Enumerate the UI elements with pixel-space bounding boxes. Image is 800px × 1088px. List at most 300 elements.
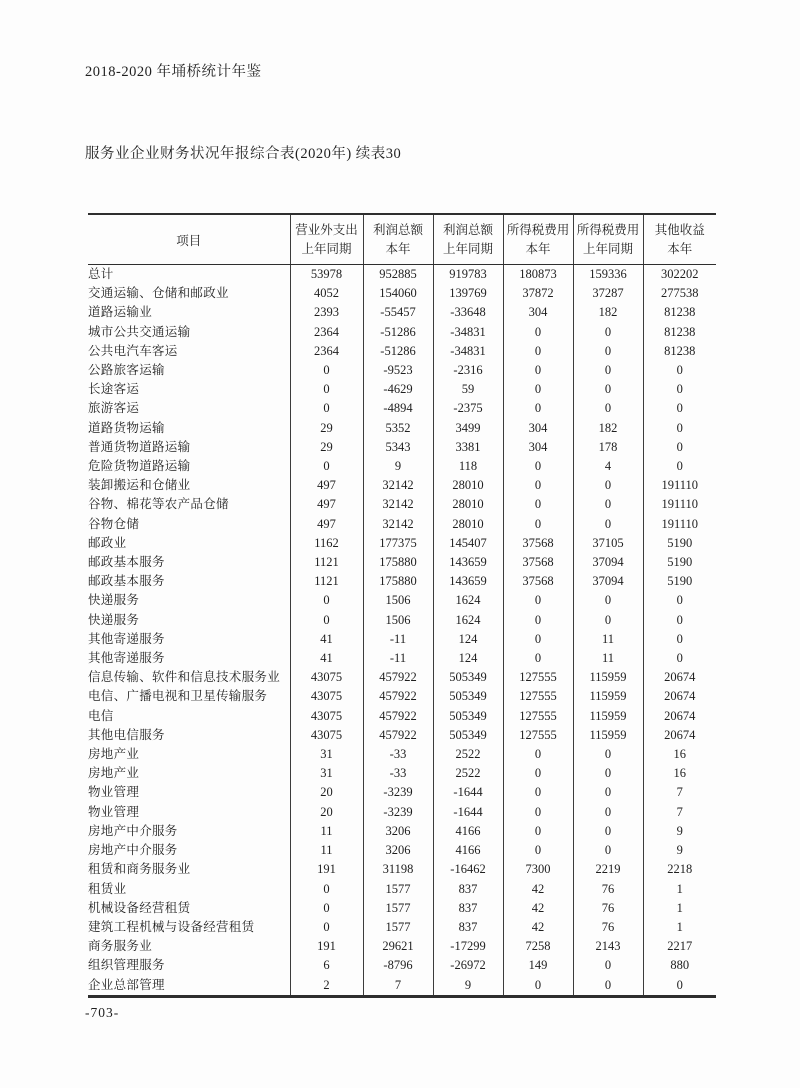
table-row xyxy=(88,880,716,899)
value-cell: 457922 xyxy=(363,707,433,726)
row-label-cell: 其他寄递服务 xyxy=(88,651,165,666)
value-cell: 837 xyxy=(433,918,503,937)
row-label-cell: 装卸搬运和仓储业 xyxy=(88,478,191,493)
value-cell: 115959 xyxy=(573,726,643,745)
value-cell: 0 xyxy=(643,976,716,997)
value-cell: 28010 xyxy=(433,476,503,495)
row-label-cell: 其他电信服务 xyxy=(88,727,165,742)
value-cell: 53978 xyxy=(290,265,363,285)
value-cell: 0 xyxy=(573,841,643,860)
value-cell: 304 xyxy=(503,303,573,322)
value-cell: 191110 xyxy=(643,495,716,514)
header-period-label: 上年同期 xyxy=(582,241,633,256)
value-cell: 0 xyxy=(503,822,573,841)
value-cell: 11 xyxy=(573,649,643,668)
table-row xyxy=(88,707,716,726)
value-cell: 32142 xyxy=(363,495,433,514)
header-metric-label: 所得税费用 xyxy=(506,222,570,237)
value-cell: -3239 xyxy=(363,783,433,802)
value-cell: 2218 xyxy=(643,860,716,879)
value-cell: 37872 xyxy=(503,284,573,303)
row-label-cell: 组织管理服务 xyxy=(88,958,165,973)
value-cell: -1644 xyxy=(433,783,503,802)
row-label-cell: 物业管理 xyxy=(88,804,140,819)
value-cell: 180873 xyxy=(503,265,573,285)
table-row xyxy=(88,687,716,706)
value-cell: 76 xyxy=(573,880,643,899)
row-label-cell: 企业总部管理 xyxy=(88,977,165,992)
value-cell: 457922 xyxy=(363,687,433,706)
value-cell: 2393 xyxy=(290,303,363,322)
value-cell: 28010 xyxy=(433,495,503,514)
row-label-cell: 邮政业 xyxy=(88,535,127,550)
value-cell: 0 xyxy=(643,611,716,630)
row-label-cell: 道路货物运输 xyxy=(88,420,165,435)
value-cell: 182 xyxy=(573,303,643,322)
table-row xyxy=(88,553,716,572)
value-cell: 0 xyxy=(503,495,573,514)
table-row xyxy=(88,668,716,687)
header-metric-label: 利润总额 xyxy=(442,222,493,237)
row-label-cell: 城市公共交通运输 xyxy=(88,324,191,339)
value-cell: 145407 xyxy=(433,534,503,553)
table-body xyxy=(88,265,716,997)
value-cell: 1577 xyxy=(363,918,433,937)
value-cell: -11 xyxy=(363,649,433,668)
value-cell: -4894 xyxy=(363,399,433,418)
value-cell: 29 xyxy=(290,438,363,457)
row-label-cell: 商务服务业 xyxy=(88,939,153,954)
row-label-cell: 谷物仓储 xyxy=(88,516,140,531)
value-cell: 0 xyxy=(290,591,363,610)
row-label-cell: 电信 xyxy=(88,708,114,723)
row-label-cell: 电信、广播电视和卫星传输服务 xyxy=(88,689,268,704)
value-cell: 1577 xyxy=(363,899,433,918)
table-row xyxy=(88,323,716,342)
value-cell: 0 xyxy=(503,476,573,495)
table-header-cell xyxy=(573,214,643,265)
value-cell: 837 xyxy=(433,899,503,918)
value-cell: 0 xyxy=(643,438,716,457)
value-cell: 42 xyxy=(503,899,573,918)
value-cell: 0 xyxy=(503,803,573,822)
value-cell: 11 xyxy=(290,822,363,841)
value-cell: 16 xyxy=(643,745,716,764)
value-cell: 0 xyxy=(573,476,643,495)
value-cell: 497 xyxy=(290,515,363,534)
value-cell: 0 xyxy=(643,457,716,476)
value-cell: -9523 xyxy=(363,361,433,380)
value-cell: 81238 xyxy=(643,303,716,322)
table-row xyxy=(88,265,716,285)
value-cell: -11 xyxy=(363,630,433,649)
value-cell: 0 xyxy=(290,457,363,476)
value-cell: 0 xyxy=(643,591,716,610)
table-title: 服务业企业财务状况年报综合表(2020年) 续表30 xyxy=(85,146,402,162)
value-cell: 0 xyxy=(503,611,573,630)
row-label-cell: 危险货物道路运输 xyxy=(88,459,191,474)
row-label-cell: 邮政基本服务 xyxy=(88,574,165,589)
table-row xyxy=(88,476,716,495)
value-cell: 0 xyxy=(503,591,573,610)
value-cell: 11 xyxy=(290,841,363,860)
value-cell: 20 xyxy=(290,783,363,802)
value-cell: -2316 xyxy=(433,361,503,380)
value-cell: 31 xyxy=(290,745,363,764)
value-cell: 191 xyxy=(290,937,363,956)
value-cell: 2364 xyxy=(290,323,363,342)
value-cell: 20674 xyxy=(643,726,716,745)
value-cell: 43075 xyxy=(290,668,363,687)
value-cell: -34831 xyxy=(433,323,503,342)
table-row xyxy=(88,937,716,956)
value-cell: 43075 xyxy=(290,707,363,726)
financial-table xyxy=(88,213,716,998)
header-period-label: 上年同期 xyxy=(442,241,493,256)
value-cell: 0 xyxy=(503,976,573,997)
value-cell: 2522 xyxy=(433,745,503,764)
value-cell: 76 xyxy=(573,918,643,937)
value-cell: -55457 xyxy=(363,303,433,322)
header-metric-label: 所得税费用 xyxy=(576,222,640,237)
value-cell: 304 xyxy=(503,438,573,457)
value-cell: 31 xyxy=(290,764,363,783)
value-cell: 0 xyxy=(290,899,363,918)
table-row xyxy=(88,361,716,380)
table-row xyxy=(88,399,716,418)
value-cell: 37094 xyxy=(573,553,643,572)
value-cell: 0 xyxy=(503,380,573,399)
table-row xyxy=(88,284,716,303)
row-label-cell: 房地产中介服务 xyxy=(88,843,178,858)
value-cell: 127555 xyxy=(503,668,573,687)
value-cell: 37568 xyxy=(503,572,573,591)
value-cell: 919783 xyxy=(433,265,503,285)
value-cell: 0 xyxy=(573,380,643,399)
value-cell: 837 xyxy=(433,880,503,899)
value-cell: 0 xyxy=(503,783,573,802)
value-cell: 1624 xyxy=(433,611,503,630)
value-cell: 277538 xyxy=(643,284,716,303)
value-cell: 0 xyxy=(573,361,643,380)
value-cell: 2217 xyxy=(643,937,716,956)
value-cell: 2364 xyxy=(290,342,363,361)
value-cell: 7 xyxy=(643,783,716,802)
value-cell: 5190 xyxy=(643,572,716,591)
value-cell: 0 xyxy=(573,611,643,630)
value-cell: 0 xyxy=(573,956,643,975)
table-header-row xyxy=(88,214,716,265)
table-header xyxy=(88,214,716,265)
value-cell: 4 xyxy=(573,457,643,476)
value-cell: -1644 xyxy=(433,803,503,822)
value-cell: 880 xyxy=(643,956,716,975)
value-cell: 191110 xyxy=(643,515,716,534)
value-cell: 0 xyxy=(573,745,643,764)
value-cell: 9 xyxy=(433,976,503,997)
value-cell: 497 xyxy=(290,476,363,495)
row-label-cell: 机械设备经营租赁 xyxy=(88,900,191,915)
value-cell: 505349 xyxy=(433,726,503,745)
row-label-cell: 物业管理 xyxy=(88,785,140,800)
value-cell: 3499 xyxy=(433,419,503,438)
value-cell: -4629 xyxy=(363,380,433,399)
row-label-cell: 邮政基本服务 xyxy=(88,555,165,570)
value-cell: 175880 xyxy=(363,553,433,572)
value-cell: 1121 xyxy=(290,553,363,572)
value-cell: 0 xyxy=(290,361,363,380)
value-cell: 143659 xyxy=(433,553,503,572)
table-row xyxy=(88,745,716,764)
table-header-cell xyxy=(290,214,363,265)
value-cell: 2219 xyxy=(573,860,643,879)
value-cell: 5190 xyxy=(643,534,716,553)
table-row xyxy=(88,860,716,879)
value-cell: 6 xyxy=(290,956,363,975)
value-cell: 41 xyxy=(290,649,363,668)
value-cell: 37287 xyxy=(573,284,643,303)
row-label-cell: 建筑工程机械与设备经营租赁 xyxy=(88,919,255,934)
value-cell: -51286 xyxy=(363,342,433,361)
value-cell: 0 xyxy=(290,880,363,899)
value-cell: 0 xyxy=(503,361,573,380)
table-row xyxy=(88,899,716,918)
row-label-cell: 谷物、棉花等农产品仓储 xyxy=(88,497,229,512)
value-cell: 20674 xyxy=(643,687,716,706)
value-cell: 76 xyxy=(573,899,643,918)
table-row xyxy=(88,591,716,610)
row-label-cell: 房地产业 xyxy=(88,747,140,762)
value-cell: 0 xyxy=(503,841,573,860)
value-cell: -26972 xyxy=(433,956,503,975)
table-row xyxy=(88,956,716,975)
value-cell: -33648 xyxy=(433,303,503,322)
row-label-cell: 公共电汽车客运 xyxy=(88,343,178,358)
value-cell: 2143 xyxy=(573,937,643,956)
value-cell: 0 xyxy=(573,342,643,361)
table-row xyxy=(88,726,716,745)
value-cell: 59 xyxy=(433,380,503,399)
row-label-cell: 普通货物道路运输 xyxy=(88,439,191,454)
value-cell: 0 xyxy=(573,591,643,610)
value-cell: 0 xyxy=(290,380,363,399)
value-cell: 9 xyxy=(363,457,433,476)
row-label-cell: 公路旅客运输 xyxy=(88,363,165,378)
value-cell: 505349 xyxy=(433,687,503,706)
header-metric-label: 利润总额 xyxy=(372,222,423,237)
value-cell: 149 xyxy=(503,956,573,975)
value-cell: 1 xyxy=(643,918,716,937)
value-cell: 0 xyxy=(503,515,573,534)
value-cell: 0 xyxy=(573,803,643,822)
value-cell: 124 xyxy=(433,649,503,668)
value-cell: 191110 xyxy=(643,476,716,495)
row-label-cell: 房地产业 xyxy=(88,766,140,781)
value-cell: 178 xyxy=(573,438,643,457)
header-period-label: 本年 xyxy=(667,241,693,256)
value-cell: 0 xyxy=(573,323,643,342)
value-cell: 0 xyxy=(573,783,643,802)
table-row xyxy=(88,572,716,591)
table-header-cell xyxy=(503,214,573,265)
table-header-cell xyxy=(433,214,503,265)
value-cell: -2375 xyxy=(433,399,503,418)
value-cell: 0 xyxy=(643,380,716,399)
value-cell: 127555 xyxy=(503,707,573,726)
row-label-cell: 旅游客运 xyxy=(88,401,140,416)
value-cell: 0 xyxy=(503,342,573,361)
value-cell: 1506 xyxy=(363,611,433,630)
table-row xyxy=(88,419,716,438)
value-cell: 9 xyxy=(643,822,716,841)
value-cell: 952885 xyxy=(363,265,433,285)
value-cell: 3206 xyxy=(363,822,433,841)
value-cell: 304 xyxy=(503,419,573,438)
value-cell: 32142 xyxy=(363,515,433,534)
value-cell: 1624 xyxy=(433,591,503,610)
value-cell: 32142 xyxy=(363,476,433,495)
value-cell: 0 xyxy=(290,918,363,937)
value-cell: 175880 xyxy=(363,572,433,591)
table-header-cell xyxy=(363,214,433,265)
row-label-cell: 长途客运 xyxy=(88,382,140,397)
value-cell: 1 xyxy=(643,880,716,899)
value-cell: 1577 xyxy=(363,880,433,899)
value-cell: 0 xyxy=(573,822,643,841)
value-cell: 0 xyxy=(643,399,716,418)
table-row xyxy=(88,611,716,630)
row-label-cell: 交通运输、仓储和邮政业 xyxy=(88,286,229,301)
value-cell: 7 xyxy=(643,803,716,822)
table-header-cell xyxy=(643,214,716,265)
value-cell: 37094 xyxy=(573,572,643,591)
value-cell: 0 xyxy=(643,630,716,649)
value-cell: 2 xyxy=(290,976,363,997)
value-cell: 81238 xyxy=(643,323,716,342)
value-cell: 3206 xyxy=(363,841,433,860)
value-cell: 0 xyxy=(643,419,716,438)
value-cell: 81238 xyxy=(643,342,716,361)
table-row xyxy=(88,515,716,534)
value-cell: 0 xyxy=(503,323,573,342)
value-cell: 139769 xyxy=(433,284,503,303)
value-cell: 118 xyxy=(433,457,503,476)
value-cell: 182 xyxy=(573,419,643,438)
value-cell: 1506 xyxy=(363,591,433,610)
table-row xyxy=(88,783,716,802)
value-cell: 37105 xyxy=(573,534,643,553)
value-cell: 31198 xyxy=(363,860,433,879)
value-cell: -16462 xyxy=(433,860,503,879)
value-cell: 5190 xyxy=(643,553,716,572)
value-cell: 0 xyxy=(503,399,573,418)
value-cell: 115959 xyxy=(573,668,643,687)
table-row xyxy=(88,457,716,476)
table-row xyxy=(88,630,716,649)
value-cell: 4052 xyxy=(290,284,363,303)
row-label-cell: 信息传输、软件和信息技术服务业 xyxy=(88,670,281,685)
value-cell: 41 xyxy=(290,630,363,649)
value-cell: 177375 xyxy=(363,534,433,553)
table-row xyxy=(88,822,716,841)
value-cell: 115959 xyxy=(573,687,643,706)
value-cell: 37568 xyxy=(503,553,573,572)
row-label-cell: 快递服务 xyxy=(88,593,140,608)
value-cell: 3381 xyxy=(433,438,503,457)
value-cell: 2522 xyxy=(433,764,503,783)
value-cell: 127555 xyxy=(503,726,573,745)
value-cell: 4166 xyxy=(433,822,503,841)
value-cell: 9 xyxy=(643,841,716,860)
value-cell: 0 xyxy=(573,764,643,783)
table-row xyxy=(88,534,716,553)
value-cell: 16 xyxy=(643,764,716,783)
page-number: -703- xyxy=(85,1005,120,1020)
value-cell: 0 xyxy=(573,399,643,418)
row-label-cell: 快递服务 xyxy=(88,612,140,627)
value-cell: 20674 xyxy=(643,668,716,687)
table-row xyxy=(88,649,716,668)
header-metric-label: 其他收益 xyxy=(654,222,705,237)
value-cell: 0 xyxy=(643,361,716,380)
header-metric-label: 营业外支出 xyxy=(295,222,358,237)
header-period-label: 上年同期 xyxy=(301,241,352,256)
value-cell: 0 xyxy=(290,611,363,630)
value-cell: -34831 xyxy=(433,342,503,361)
value-cell: 159336 xyxy=(573,265,643,285)
value-cell: 11 xyxy=(573,630,643,649)
value-cell: 7258 xyxy=(503,937,573,956)
table-row xyxy=(88,764,716,783)
value-cell: 42 xyxy=(503,880,573,899)
value-cell: 5343 xyxy=(363,438,433,457)
value-cell: 7 xyxy=(363,976,433,997)
value-cell: 29 xyxy=(290,419,363,438)
table-row xyxy=(88,841,716,860)
value-cell: -3239 xyxy=(363,803,433,822)
value-cell: 191 xyxy=(290,860,363,879)
row-label-cell: 总计 xyxy=(88,267,114,281)
value-cell: 0 xyxy=(573,515,643,534)
table-row xyxy=(88,380,716,399)
value-cell: 0 xyxy=(573,976,643,997)
value-cell: 43075 xyxy=(290,726,363,745)
value-cell: 43075 xyxy=(290,687,363,706)
value-cell: 20 xyxy=(290,803,363,822)
table-row xyxy=(88,803,716,822)
value-cell: 143659 xyxy=(433,572,503,591)
item-column-header: 项目 xyxy=(88,214,290,265)
row-label-cell: 租赁业 xyxy=(88,881,127,896)
row-label-cell: 道路运输业 xyxy=(88,305,153,320)
value-cell: -17299 xyxy=(433,937,503,956)
value-cell: -51286 xyxy=(363,323,433,342)
value-cell: 457922 xyxy=(363,668,433,687)
table-row xyxy=(88,438,716,457)
value-cell: 28010 xyxy=(433,515,503,534)
table-row xyxy=(88,976,716,997)
value-cell: 1121 xyxy=(290,572,363,591)
value-cell: 1162 xyxy=(290,534,363,553)
value-cell: -8796 xyxy=(363,956,433,975)
value-cell: 0 xyxy=(503,649,573,668)
value-cell: 20674 xyxy=(643,707,716,726)
yearbook-title: 2018-2020 年埇桥统计年鉴 xyxy=(85,64,262,80)
value-cell: 7300 xyxy=(503,860,573,879)
value-cell: -33 xyxy=(363,764,433,783)
header-period-label: 本年 xyxy=(525,241,551,256)
value-cell: 0 xyxy=(503,745,573,764)
